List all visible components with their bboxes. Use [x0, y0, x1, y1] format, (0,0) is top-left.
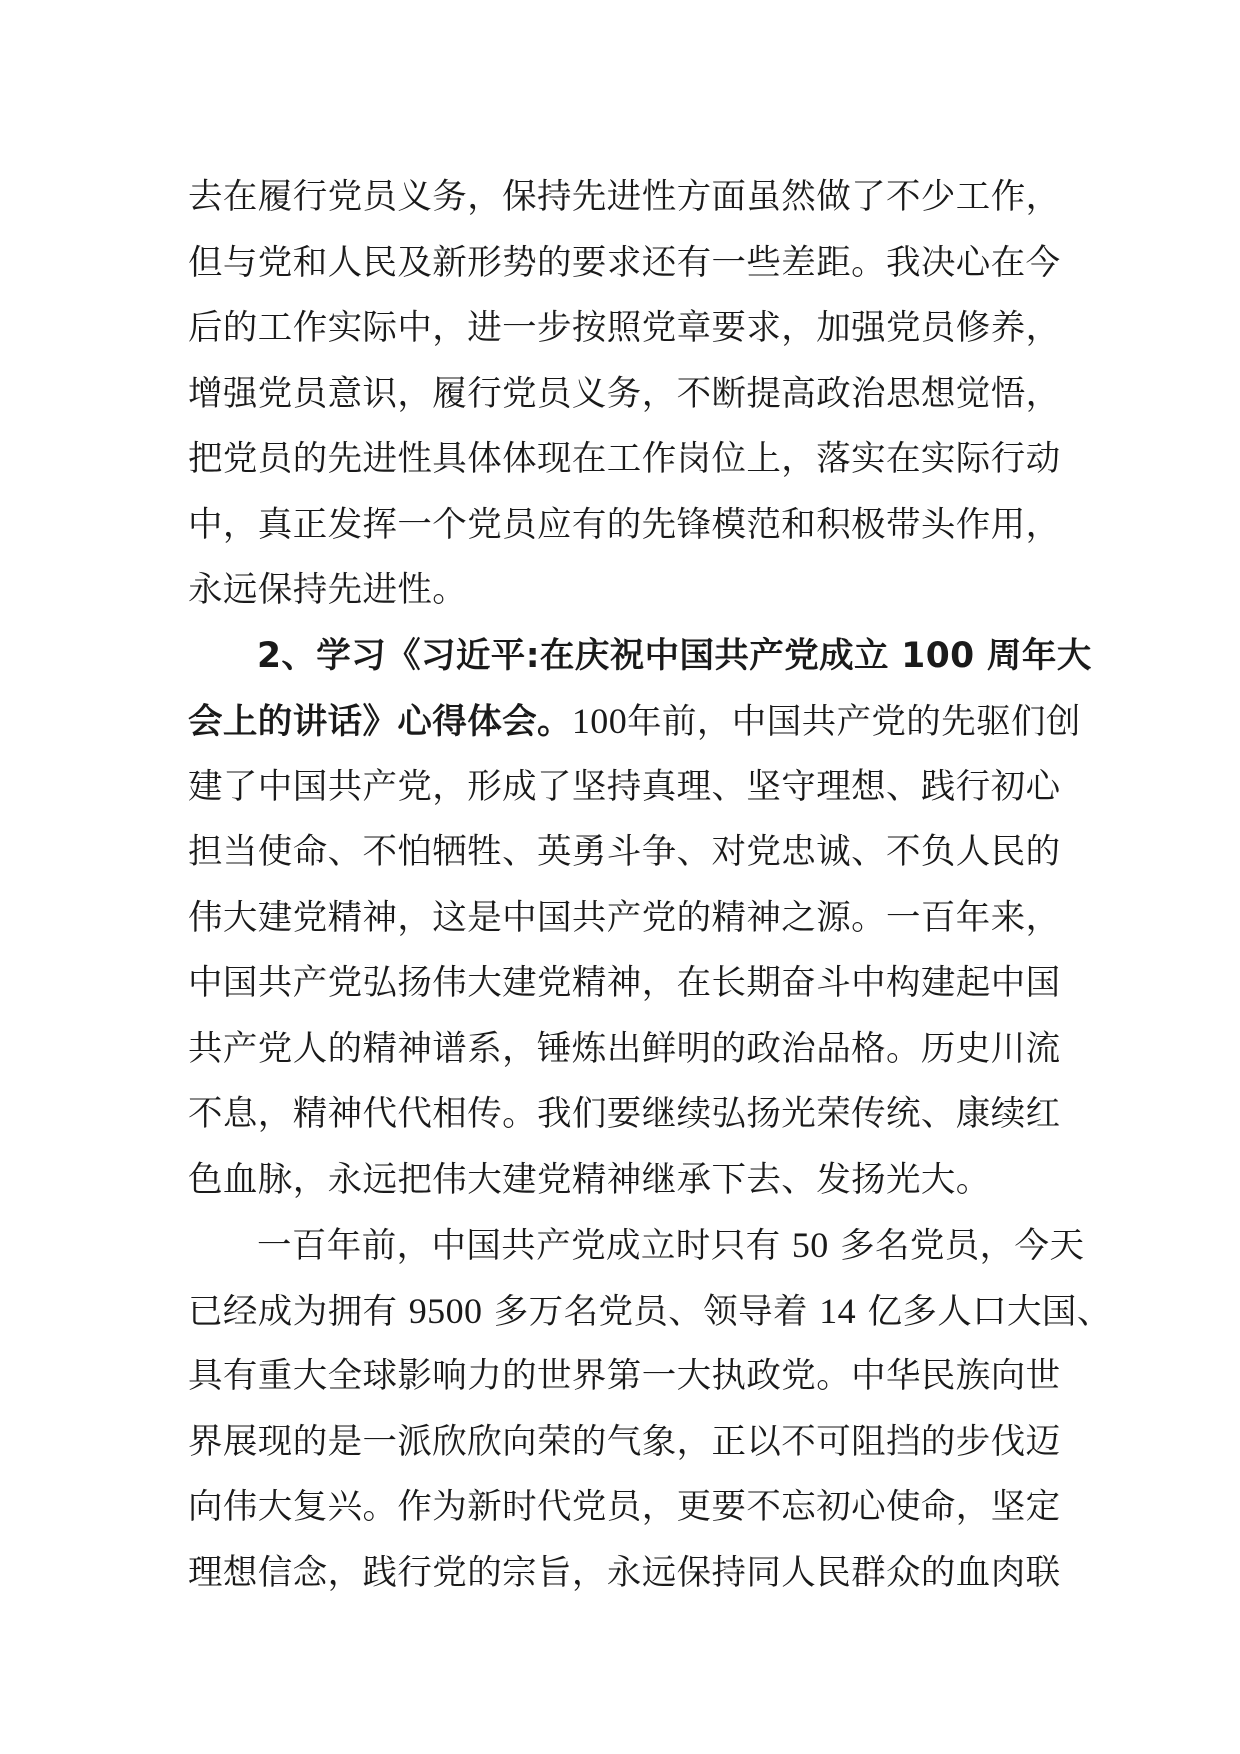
paragraph-line: [188, 1279, 1112, 1345]
paragraph-text: 多名党员，今天: [840, 1226, 1085, 1266]
year-number: 100: [571, 701, 628, 741]
paragraph-line: 色血脉，永远把伟大建党精神继承下去、发扬光大。: [188, 1159, 991, 1200]
paragraph-line: 但与党和人民及新形势的要求还有一些差距。我决心在今: [188, 242, 1061, 283]
paragraph-line: 理想信念，践行党的宗旨，永远保持同人民群众的血肉联: [188, 1552, 1061, 1593]
member-count-number: 9500: [408, 1290, 483, 1331]
paragraph-line: 伟大建党精神，这是中国共产党的精神之源。一百年来，: [188, 897, 1061, 938]
paragraph-text: 已经成为拥有: [188, 1291, 398, 1332]
paragraph-text: 多万名党员、领导着: [493, 1291, 808, 1332]
paragraph-line: 建了中国共产党，形成了坚持真理、坚守理想、践行初心: [188, 766, 1061, 807]
section-heading-line: 2、学习《习近平:在庆祝中国共产党成立 100 周年大: [257, 635, 1092, 676]
paragraph-line: 去在履行党员义务，保持先进性方面虽然做了不少工作，: [188, 177, 1061, 217]
body-text: [188, 165, 1112, 1606]
paragraph-line: 中，真正发挥一个党员应有的先锋模范和积极带头作用，: [188, 504, 1061, 545]
paragraph-text: 年前，中国共产党的先驱们创: [627, 702, 1081, 742]
population-number: 14: [819, 1290, 857, 1331]
paragraph-line: 中国共产党弘扬伟大建党精神，在长期奋斗中构建起中国: [188, 963, 1061, 1003]
section-heading-end: 会上的讲话》心得体会。: [188, 702, 572, 742]
paragraph-line: 永远保持先进性。: [188, 570, 468, 610]
paragraph-line: 具有重大全球影响力的世界第一大执政党。中华民族向世: [188, 1356, 1061, 1396]
paragraph-text: 一百年前，中国共产党成立时只有: [257, 1226, 781, 1266]
paragraph-line: 担当使命、不怕牺牲、英勇斗争、对党忠诚、不负人民的: [188, 832, 1061, 872]
paragraph-line: 增强党员意识，履行党员义务，不断提高政治思想觉悟，: [188, 373, 1061, 414]
heading-and-paragraph-line: [188, 689, 1081, 755]
paragraph-line: 把党员的先进性具体体现在工作岗位上，落实在实际行动: [188, 439, 1061, 479]
paragraph-line: 不息，精神代代相传。我们要继续弘扬光荣传统、康续红: [188, 1094, 1061, 1134]
paragraph-line: 后的工作实际中，进一步按照党章要求，加强党员修养，: [188, 308, 1061, 348]
member-count-number: 50: [791, 1225, 829, 1265]
paragraph-line: 界展现的是一派欣欣向荣的气象，正以不可阻挡的步伐迈: [188, 1421, 1061, 1462]
paragraph-line: 共产党人的精神谱系，锤炼出鲜明的政治品格。历史川流: [188, 1028, 1061, 1069]
paragraph-line: 向伟大复兴。作为新时代党员，更要不忘初心使命，坚定: [188, 1487, 1061, 1527]
paragraph-text: 亿多人口大国、: [867, 1291, 1112, 1332]
paragraph-first-line: [188, 1213, 1085, 1279]
